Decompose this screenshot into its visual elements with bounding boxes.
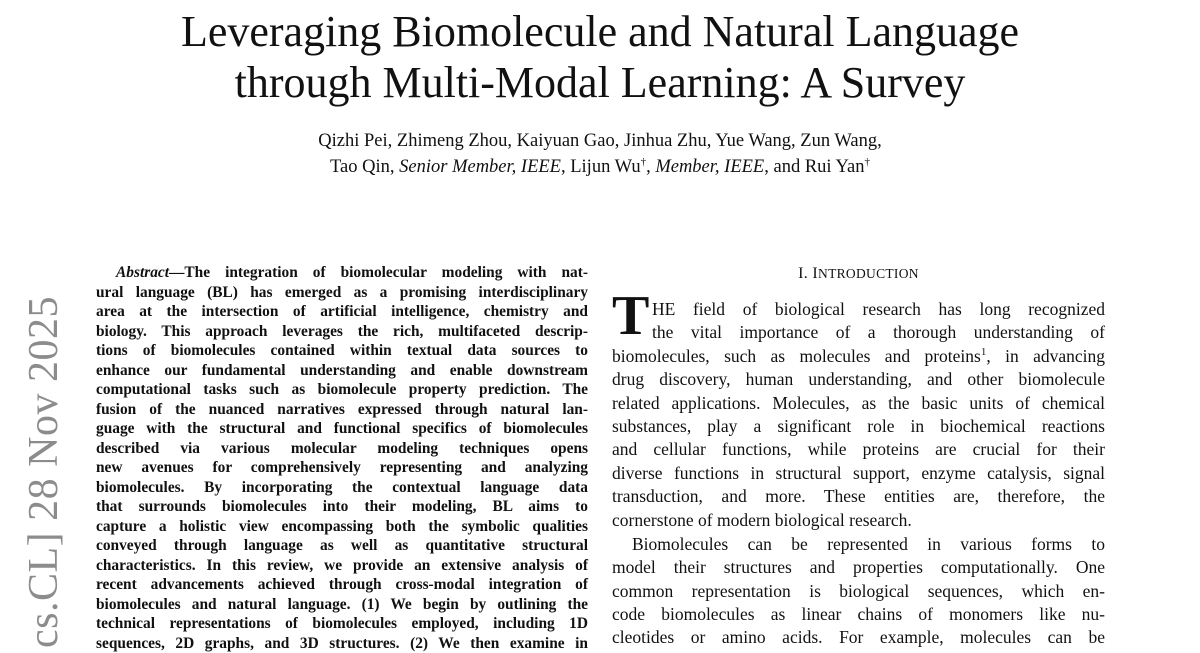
corresponding-mark-1: †	[641, 156, 647, 168]
corresponding-mark-2: †	[864, 156, 870, 168]
abstract-text: The integration of biomolecular modeling with nat-	[184, 264, 588, 281]
abstract-line: described via various molecular modeling techniques opens	[96, 439, 588, 459]
intro-line: and cellular functions, while proteins are crucial for their	[612, 438, 1105, 461]
intro-text: , in advancing	[986, 346, 1105, 366]
abstract-line: technical representations of biomolecules employed, including 1D	[96, 614, 588, 634]
section-name: NTRODUCTION	[818, 266, 919, 281]
abstract-label: Abstract	[116, 264, 169, 281]
abstract-line: biomolecules. By incorporating the contextual language data	[96, 478, 588, 498]
abstract-line: new avenues for comprehensively representing and analyzing	[96, 458, 588, 478]
author-rui-yan: , and Rui Yan	[764, 157, 864, 177]
author-list	[0, 128, 1200, 180]
intro-text: biomolecules, such as molecules and proteins	[612, 346, 981, 366]
abstract-line: ural language (BL) has emerged as a promising interdisciplinary	[96, 283, 588, 303]
abstract-line: sequences, 2D graphs, and 3D structures. (2) We then examine in	[96, 634, 588, 653]
abstract-line: enhance our fundamental understanding and enable downstream	[96, 361, 588, 381]
author-line-1: Qizhi Pei, Zhimeng Zhou, Kaiyuan Gao, Jinhua Zhu, Yue Wang, Zun Wang,	[0, 128, 1200, 154]
abstract-line: recent advancements achieved through cross-modal integration of	[96, 575, 588, 595]
intro-line: transduction, and more. These entities are, therefore, the	[612, 485, 1105, 508]
intro-line: common representation is biological sequences, which en-	[612, 580, 1105, 603]
author-tao-qin: Tao Qin,	[330, 157, 399, 177]
paper-title	[0, 6, 1200, 108]
arxiv-side-stamp: cs.CL] 28 Nov 2025	[14, 308, 74, 648]
intro-line: code biomolecules as linear chains of monomers like nu-	[612, 603, 1105, 626]
author-affiliation-member: Member, IEEE	[655, 157, 764, 177]
abstract-line: characteristics. In this review, we provide an extensive analysis of	[96, 556, 588, 576]
introduction-body	[612, 298, 1105, 650]
author-affiliation-senior: Senior Member, IEEE	[399, 157, 561, 177]
abstract-line: conveyed through language as well as quantitative structural	[96, 536, 588, 556]
intro-line: model their structures and properties computationally. One	[612, 556, 1105, 579]
intro-line: cornerstone of modern biological research.	[612, 509, 1105, 532]
intro-line	[612, 345, 1105, 368]
intro-line: Biomolecules can be represented in various forms to	[612, 533, 1105, 556]
intro-line: diverse functions in structural support, enzyme catalysis, signal	[612, 462, 1105, 485]
abstract-line: biology. This approach leverages the rich, multifaceted descrip-	[96, 322, 588, 342]
abstract-line	[96, 263, 588, 283]
abstract-line: computational tasks such as biomolecule property prediction. The	[96, 380, 588, 400]
author-line-2	[0, 154, 1200, 180]
abstract-line: capture a holistic view encompassing both the symbolic qualities	[96, 517, 588, 537]
intro-line: the vital importance of a thorough understanding of	[612, 321, 1105, 344]
section-numeral: I. I	[798, 265, 818, 282]
intro-line: related applications. Molecules, as the basic units of chemical	[612, 392, 1105, 415]
abstract-block	[96, 263, 588, 653]
footnote-mark: 1	[981, 346, 987, 358]
section-heading-introduction	[612, 264, 1105, 284]
title-line-2: through Multi-Modal Learning: A Survey	[0, 57, 1200, 108]
author-lijun-wu: , Lijun Wu	[561, 157, 641, 177]
abstract-line: area at the intersection of artificial intelligence, chemistry and	[96, 302, 588, 322]
title-line-1: Leveraging Biomolecule and Natural Language	[0, 6, 1200, 57]
drop-cap: T	[612, 293, 649, 339]
abstract-line: guage with the structural and functional specifics of biomolecules	[96, 419, 588, 439]
author-separator: ,	[646, 157, 655, 177]
intro-line: substances, play a significant role in biochemical reactions	[612, 415, 1105, 438]
abstract-line: that surrounds biomolecules into their modeling, BL aims to	[96, 497, 588, 517]
intro-line: HE field of biological research has long recognized	[612, 298, 1105, 321]
abstract-line: biomolecules and natural language. (1) We begin by outlining the	[96, 595, 588, 615]
abstract-dash: —	[169, 264, 184, 281]
abstract-line: tions of biomolecules contained within textual data sources to	[96, 341, 588, 361]
abstract-line: fusion of the nuanced narratives expressed through natural lan-	[96, 400, 588, 420]
intro-line: drug discovery, human understanding, and other biomolecule	[612, 368, 1105, 391]
intro-line: cleotides or amino acids. For example, molecules can be	[612, 626, 1105, 649]
